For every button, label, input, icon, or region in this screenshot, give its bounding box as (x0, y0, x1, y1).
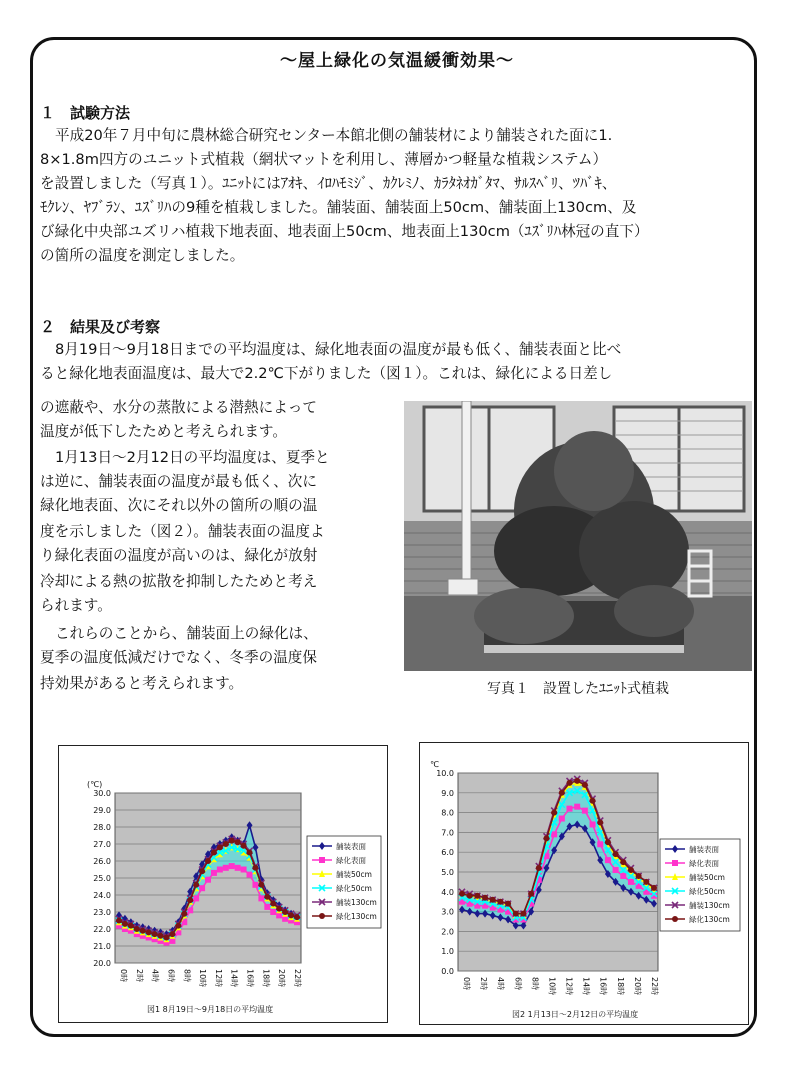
y-tick-label: 6.0 (441, 848, 454, 858)
data-point (247, 872, 253, 878)
x-tick-label: 20時 (632, 977, 642, 996)
data-point (467, 893, 473, 899)
data-point (146, 929, 152, 935)
x-tick-label: 12時 (564, 977, 574, 996)
data-point (605, 857, 611, 863)
x-tick-label: 10時 (198, 969, 208, 988)
section1-line: ﾓｸﾚﾝ、ﾔﾌﾞﾗﾝ、ﾕｽﾞﾘﾊの9種を植栽しました。舗装面、舗装面上50cm、舗装面上130cm、及 (40, 199, 637, 216)
x-tick-label: 18時 (615, 977, 625, 996)
data-point (567, 780, 573, 786)
data-point (613, 851, 619, 857)
chart1 (59, 746, 387, 1022)
data-point (128, 923, 134, 929)
data-point (574, 778, 580, 784)
y-tick-label: 22.0 (93, 925, 111, 934)
y-tick-label: 29.0 (93, 806, 111, 815)
legend-marker (672, 860, 678, 866)
data-point (282, 916, 288, 922)
chart-title: 図2 1月13日～2月12日の平均温度 (512, 1010, 639, 1019)
x-tick-label: 4時 (150, 969, 160, 983)
data-point (628, 879, 634, 885)
data-point (551, 831, 557, 837)
y-tick-label: 4.0 (441, 887, 454, 897)
chart2 (420, 743, 748, 1024)
x-tick-label: 2時 (134, 969, 144, 983)
data-point (241, 867, 247, 873)
y-axis-label: ℃ (430, 760, 439, 769)
x-tick-label: 4時 (496, 977, 506, 991)
section2-line: これらのことから、舗装面上の緑化は、 (55, 625, 318, 642)
y-tick-label: 5.0 (441, 868, 454, 877)
data-point (235, 865, 241, 871)
data-point (276, 906, 282, 912)
data-point (276, 912, 282, 918)
section1-line: び緑化中央部ユズリハ植栽下地表面、地表面上50cm、地表面上130cm（ﾕｽﾞﾘﾊ林冠の直下） (40, 223, 649, 240)
data-point (181, 911, 187, 917)
legend-label: 舗装130cm (336, 898, 377, 907)
data-point (158, 933, 164, 939)
data-point (520, 911, 526, 917)
data-point (636, 873, 642, 879)
y-tick-label: 27.0 (93, 840, 111, 849)
y-tick-label: 9.0 (441, 788, 454, 798)
x-tick-label: 10時 (547, 977, 557, 996)
data-point (270, 901, 276, 907)
data-point (528, 891, 534, 897)
legend-label: 舗装表面 (336, 842, 366, 851)
legend-marker (672, 916, 678, 922)
y-tick-label: 0.0 (441, 967, 454, 976)
data-point (497, 899, 503, 905)
data-point (459, 891, 465, 897)
data-point (294, 914, 300, 920)
photo-unit-planting (404, 401, 752, 671)
data-point (270, 909, 276, 915)
data-point (223, 865, 229, 871)
data-point (482, 895, 488, 901)
data-point (597, 841, 603, 847)
section2-line: 温度が低下したためと考えられます。 (40, 423, 287, 440)
data-point (474, 893, 480, 899)
data-point (505, 901, 511, 907)
data-point (559, 790, 565, 796)
data-point (264, 894, 270, 900)
data-point (651, 885, 657, 891)
legend-marker (319, 913, 325, 919)
legend-label: 舗装130cm (689, 901, 730, 910)
y-tick-label: 8.0 (441, 808, 454, 818)
section2-heading: ２ 結果及び考察 (40, 318, 161, 336)
legend-label: 緑化130cm (689, 915, 730, 924)
y-tick-label: 23.0 (93, 908, 111, 917)
legend-label: 舗装50cm (689, 873, 725, 882)
x-tick-label: 14時 (229, 969, 239, 988)
data-point (163, 935, 169, 941)
data-point (187, 897, 193, 903)
section1-heading: １ 試験方法 (40, 104, 131, 122)
section1-line: の箇所の温度を測定しました。 (40, 247, 245, 264)
y-tick-label: 30.0 (93, 789, 111, 798)
legend-label: 舗装表面 (689, 845, 719, 854)
section2-line: 8月19日～9月18日までの平均温度は、緑化地表面の温度が最も低く、舗装表面と比べ (55, 341, 622, 358)
y-tick-label: 25.0 (93, 874, 111, 883)
data-point (258, 895, 264, 901)
section2-line: の遮蔽や、水分の蒸散による潜熱によって (40, 399, 317, 416)
section2-line: 緑化地表面、次にそれ以外の箇所の順の温 (40, 497, 318, 514)
photo-caption: 写真１ 設置したﾕﾆｯﾄ式植栽 (487, 681, 669, 697)
section2-line: り緑化表面の温度が高いのは、緑化が放射 (40, 547, 318, 564)
x-tick-label: 0時 (462, 977, 471, 991)
x-tick-label: 0時 (119, 969, 128, 983)
section1-line: を設置しました（写真１）。ﾕﾆｯﾄにはｱｵｷ、ｲﾛﾊﾓﾐｼﾞ、ｶｸﾚﾐﾉ、ｶﾗﾀﾈｵｶﾞﾀﾏ、ｻﾙｽﾍﾞﾘ、ﾂﾊﾞｷ、 (40, 175, 617, 192)
y-axis-label: (℃) (87, 780, 103, 789)
data-point (543, 835, 549, 841)
data-point (628, 867, 634, 873)
section2-line: 度を示しました（図２）。舗装表面の温度よ (40, 523, 325, 540)
data-point (175, 923, 181, 929)
x-tick-label: 20時 (277, 969, 287, 988)
x-tick-label: 18時 (261, 969, 271, 988)
data-point (551, 810, 557, 816)
section2-line: は逆に、舗装表面の温度が最も低く、次に (40, 473, 317, 490)
data-point (582, 782, 588, 788)
data-point (199, 868, 205, 874)
data-point (264, 904, 270, 910)
x-tick-label: 12時 (213, 969, 223, 988)
data-point (205, 858, 211, 864)
data-point (590, 821, 596, 827)
y-tick-label: 3.0 (441, 907, 454, 917)
y-tick-label: 24.0 (93, 891, 111, 900)
y-tick-label: 28.0 (93, 823, 111, 832)
data-point (613, 867, 619, 873)
legend-label: 緑化50cm (689, 887, 725, 896)
x-tick-label: 8時 (182, 969, 192, 983)
x-tick-label: 22時 (650, 977, 659, 996)
legend-label: 舗装50cm (336, 870, 372, 879)
data-point (229, 838, 235, 844)
section2-line: 夏季の温度低減だけでなく、冬季の温度保 (40, 649, 317, 666)
y-tick-label: 26.0 (93, 857, 111, 866)
y-tick-label: 7.0 (441, 828, 454, 838)
y-tick-label: 10.0 (436, 769, 454, 778)
data-point (241, 843, 247, 849)
legend-label: 緑化表面 (689, 859, 719, 868)
data-point (116, 918, 122, 924)
chart-title: 図1 8月19日～9月18日の平均温度 (147, 1005, 274, 1014)
x-tick-label: 8時 (530, 977, 540, 991)
legend-label: 緑化130cm (336, 912, 377, 921)
data-point (229, 863, 235, 869)
data-point (247, 850, 253, 856)
data-point (152, 931, 158, 937)
data-point (490, 897, 496, 903)
data-point (252, 865, 258, 871)
data-point (513, 911, 519, 917)
x-tick-label: 6時 (166, 969, 176, 983)
data-point (643, 879, 649, 885)
data-point (252, 882, 258, 888)
data-point (567, 806, 573, 812)
data-point (134, 926, 140, 932)
data-point (169, 931, 175, 937)
data-point (169, 938, 175, 944)
data-point (574, 804, 580, 810)
data-point (559, 816, 565, 822)
data-point (590, 798, 596, 804)
section2-line: 冷却による熱の拡散を抑制したためと考え (40, 573, 318, 590)
chart1-box (58, 745, 388, 1023)
data-point (258, 882, 264, 888)
data-point (217, 867, 223, 873)
page-title: ～屋上緑化の気温緩衝効果～ (280, 51, 514, 71)
section2-line: 1月13日～2月12日の平均温度は、夏季と (55, 449, 330, 466)
data-point (597, 820, 603, 826)
legend-label: 緑化表面 (336, 856, 366, 865)
section2-line: 持効果があると考えられます。 (40, 675, 244, 692)
data-point (620, 859, 626, 865)
data-point (282, 909, 288, 915)
data-point (288, 912, 294, 918)
section1-line: 8×1.8m四方のユニット式植栽（網状マットを利用し、薄層かつ軽量な植栽システム） (40, 151, 608, 168)
x-tick-label: 6時 (513, 977, 523, 991)
data-point (205, 877, 211, 883)
x-tick-label: 16時 (598, 977, 608, 996)
section1-line: 平成20年７月中旬に農林総合研究センター本館北側の舗装材により舗装された面に1. (55, 127, 613, 144)
legend-marker (319, 857, 325, 863)
data-point (140, 928, 146, 934)
section2-line: ると緑化地表面温度は、最大で2.2℃下がりました（図１）。これは、緑化による日差し (40, 365, 613, 382)
data-point (122, 921, 128, 927)
data-point (620, 873, 626, 879)
y-tick-label: 1.0 (441, 947, 454, 957)
y-tick-label: 21.0 (93, 942, 111, 951)
x-tick-label: 16時 (245, 969, 255, 988)
data-point (536, 865, 542, 871)
data-point (582, 808, 588, 814)
chart2-box (419, 742, 749, 1025)
y-tick-label: 20.0 (93, 959, 111, 968)
x-tick-label: 14時 (581, 977, 591, 996)
data-point (223, 841, 229, 847)
data-point (217, 844, 223, 850)
data-point (211, 850, 217, 856)
data-point (193, 882, 199, 888)
x-tick-label: 2時 (479, 977, 489, 991)
legend-label: 緑化50cm (336, 884, 372, 893)
data-point (199, 885, 205, 891)
x-tick-label: 22時 (293, 969, 302, 988)
data-point (193, 895, 199, 901)
section2-line: られます。 (40, 597, 112, 614)
data-point (605, 839, 611, 845)
y-tick-label: 2.0 (441, 927, 454, 937)
data-point (211, 870, 217, 876)
data-point (235, 839, 241, 845)
